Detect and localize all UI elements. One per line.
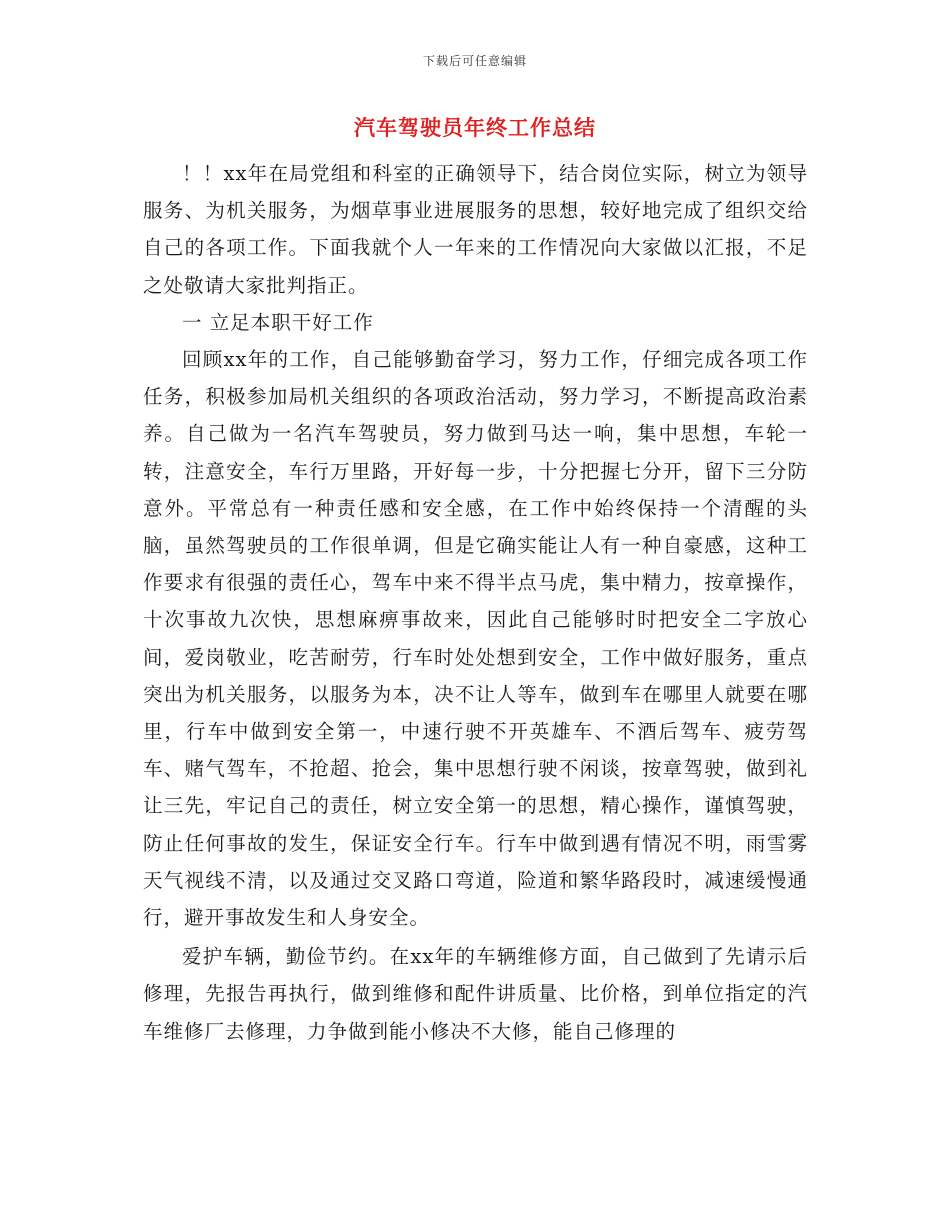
document-title: 汽车驾驶员年终工作总结 <box>354 115 596 140</box>
paragraph-review: 回顾xx年的工作，自己能够勤奋学习，努力工作，仔细完成各项工作任务，积极参加局机关组织的各项政治活动，努力学习，不断提高政治素养。自己做为一名汽车驾驶员，努力做到马达一响，集中思想，车轮一转，注意安全，车行万里路，开好每一步，十分把握七分开，留下三分防意外。平常总有一种责任感和安全感，在工作中始终保持一个清醒的头脑，虽然驾驶员的工作很单调，但是它确实能让人有一种自豪感，这种工作要求有很强的责任心，驾车中来不得半点马虎，集中精力，按章操作，十次事故九次快，思想麻痹事故来，因此自己能够时时把安全二字放心间，爱岗敬业，吃苦耐劳，行车时处处想到安全，工作中做好服务，重点突出为机关服务，以服务为本，决不让人等车，做到车在哪里人就要在哪里，行车中做到安全第一，中速行驶不开英雄车、不酒后驾车、疲劳驾车、赌气驾车，不抢超、抢会，集中思想行驶不闲谈，按章驾驶，做到礼让三先，牢记自己的责任，树立安全第一的思想，精心操作，谨慎驾驶，防止任何事故的发生，保证安全行车。行车中做到遇有情况不明，雨雪雾天气视线不清，以及通过交叉路口弯道，险道和繁华路段时，减速缓慢通行，避开事故发生和人身安全。 <box>143 348 808 930</box>
section-heading: 一 立足本职干好工作 <box>182 310 374 334</box>
paragraph-vehicle-care: 爱护车辆，勤俭节约。在xx年的车辆维修方面，自己做到了先请示后修理，先报告再执行，做到维修和配件讲质量、比价格，到单位指定的汽车维修厂去修理，力争做到能小修决不大修，能自己修理的 <box>143 945 808 1043</box>
document-body <box>143 155 808 1050</box>
header-note: 下载后可任意编辑 <box>422 54 527 68</box>
paragraph-intro: ！！xx年在局党组和科室的正确领导下，结合岗位实际，树立为领导服务、为机关服务，为烟草事业进展服务的思想，较好地完成了组织交给自己的各项工作。下面我就个人一年来的工作情况向大家做以汇报，不足之处敬请大家批判指正。 <box>143 162 808 297</box>
